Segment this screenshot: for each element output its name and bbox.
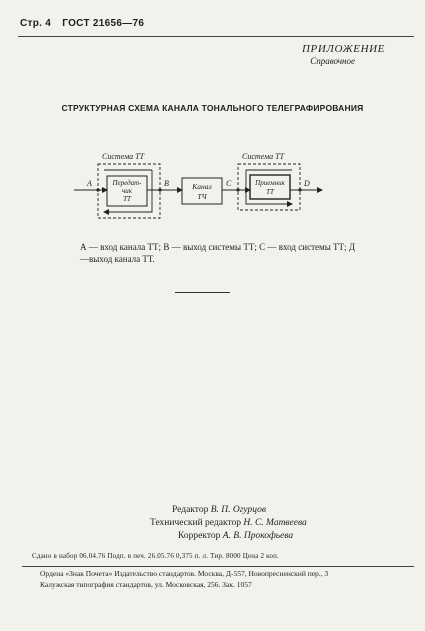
proofreader-name: А. В. Прокофьева bbox=[222, 531, 294, 541]
footer-rule bbox=[22, 566, 414, 567]
point-a-dot bbox=[96, 188, 99, 191]
print-imprint: Сдано в набор 06.04.76 Подп. в печ. 26.05.76 0,375 п. л. Тир. 8000 Цена 2 коп. bbox=[32, 552, 279, 560]
point-a-label: А bbox=[87, 179, 92, 188]
page-number: Стр. 4 bbox=[20, 18, 52, 29]
editors-block bbox=[150, 504, 307, 543]
page-header bbox=[20, 18, 152, 29]
point-d-label: D bbox=[304, 179, 310, 188]
proofreader-line bbox=[150, 530, 307, 543]
point-d-dot bbox=[298, 188, 301, 191]
receiver-label-1: Приемник bbox=[255, 179, 285, 187]
publisher-line: Ордена «Знак Почета» Издательство стандартов. Москва, Д-557, Новопресненский пер., 3 bbox=[40, 569, 329, 578]
tech-editor-label: Технический редактор bbox=[150, 518, 241, 528]
proofreader-label: Корректор bbox=[178, 531, 221, 541]
legend-text: А — вход канала ТТ; В — выход системы ТТ; С — вход системы ТТ; Д—выход канала ТТ. bbox=[80, 242, 355, 264]
transmitter-label-2: чик bbox=[121, 187, 133, 195]
editor-name: В. П. Огурцов bbox=[210, 505, 267, 515]
printer-line: Калужская типография стандартов, ул. Московская, 256. Зак. 1057 bbox=[40, 580, 252, 589]
editor-line bbox=[150, 504, 307, 517]
standard-number: ГОСТ 21656—76 bbox=[62, 18, 145, 29]
editor-label: Редактор bbox=[172, 505, 209, 515]
point-b-dot bbox=[158, 188, 161, 191]
transmitter-label-3: ТТ bbox=[123, 195, 131, 203]
point-c-dot bbox=[236, 188, 239, 191]
document-title: СТРУКТУРНАЯ СХЕМА КАНАЛА ТОНАЛЬНОГО ТЕЛЕГРАФИРОВАНИЯ bbox=[61, 103, 364, 113]
tech-editor-line bbox=[150, 517, 307, 530]
channel-label-2: ТЧ bbox=[197, 192, 207, 201]
tech-editor-name: Н. С. Матвеева bbox=[243, 518, 307, 528]
block-diagram bbox=[60, 148, 370, 228]
appendix-title: ПРИЛОЖЕНИЕ bbox=[302, 43, 385, 55]
channel-label-1: Канал bbox=[192, 182, 212, 191]
point-c-label: С bbox=[226, 179, 232, 188]
receiver-label-2: ТТ bbox=[266, 188, 274, 196]
header-rule bbox=[18, 36, 414, 37]
system-left-label: Система ТТ bbox=[102, 152, 145, 161]
point-b-label: В bbox=[164, 179, 169, 188]
section-rule bbox=[175, 292, 230, 293]
transmitter-label-1: Передат- bbox=[112, 179, 142, 187]
appendix-subtitle: Справочное bbox=[310, 56, 355, 66]
system-right-label: Система ТТ bbox=[242, 152, 285, 161]
